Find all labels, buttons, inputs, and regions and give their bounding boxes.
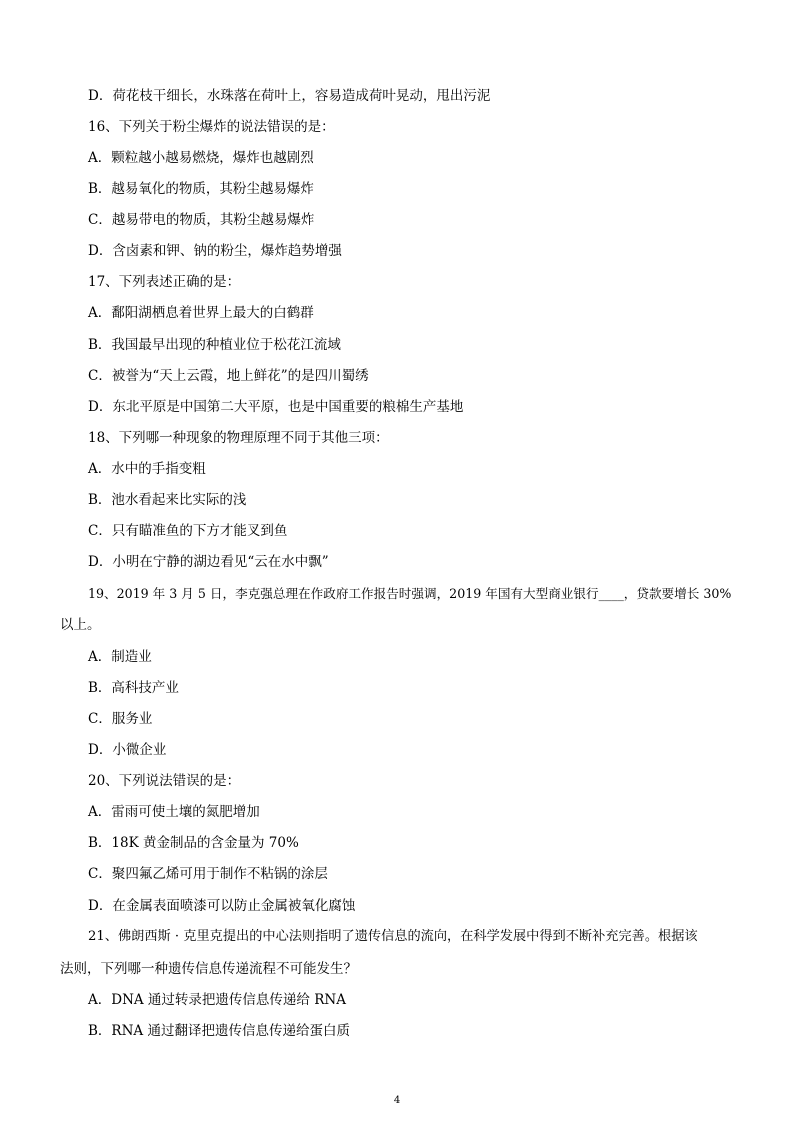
q17-option-b: B．我国最早出现的种植业位于松花江流域 bbox=[88, 337, 341, 353]
q18-option-d: D．小明在宁静的湖边看见“云在水中飘” bbox=[88, 554, 329, 570]
q17-option-a: A．鄱阳湖栖息着世界上最大的白鹤群 bbox=[88, 305, 314, 321]
q20-option-a: A．雷雨可使土壤的氮肥增加 bbox=[88, 804, 260, 820]
q20-option-b: B．18K 黄金制品的含金量为 70% bbox=[88, 835, 299, 851]
q16-option-d: D．含卤素和钾、钠的粉尘，爆炸趋势增强 bbox=[88, 243, 342, 259]
q15-option-d: D．荷花枝干细长，水珠落在荷叶上，容易造成荷叶晃动，甩出污泥 bbox=[88, 88, 491, 104]
q19-option-d: D．小微企业 bbox=[88, 742, 167, 758]
q16-stem: 16、下列关于粉尘爆炸的说法错误的是： bbox=[88, 119, 335, 135]
q19-stem: 19、2019 年 3 月 5 日，李克强总理在作政府工作报告时强调，2019 年国有大型商业银行____，贷款要增长 30% bbox=[88, 586, 732, 601]
q17-option-c: C．被誉为“天上云霞，地上鲜花”的是四川蜀绣 bbox=[88, 368, 369, 384]
q18-option-a: A．水中的手指变粗 bbox=[88, 461, 206, 477]
q18-option-c: C．只有瞄准鱼的下方才能叉到鱼 bbox=[88, 523, 288, 539]
q17-stem: 17、下列表述正确的是： bbox=[88, 274, 241, 290]
q19-stem-continued: 以上。 bbox=[60, 617, 101, 633]
q19-option-b: B．高科技产业 bbox=[88, 680, 179, 696]
q18-stem: 18、下列哪一种现象的物理原理不同于其他三项： bbox=[88, 430, 389, 446]
q16-option-a: A．颗粒越小越易燃烧，爆炸也越剧烈 bbox=[88, 150, 314, 166]
q16-option-c: C．越易带电的物质，其粉尘越易爆炸 bbox=[88, 212, 315, 228]
q17-option-d: D．东北平原是中国第二大平原，也是中国重要的粮棉生产基地 bbox=[88, 399, 464, 415]
q21-stem-continued: 法则，下列哪一种遗传信息传递流程不可能发生？ bbox=[60, 961, 357, 977]
q16-option-b: B．越易氧化的物质，其粉尘越易爆炸 bbox=[88, 181, 314, 197]
q20-stem: 20、下列说法错误的是： bbox=[88, 773, 241, 789]
q18-option-b: B．池水看起来比实际的浅 bbox=[88, 492, 247, 508]
page-number: 4 bbox=[393, 1095, 401, 1106]
q21-stem: 21、佛朗西斯 · 克里克提出的中心法则指明了遗传信息的流向，在科学发展中得到不断补充完善。根据该 bbox=[88, 929, 698, 944]
q21-option-b: B．RNA 通过翻译把遗传信息传递给蛋白质 bbox=[88, 1023, 350, 1039]
q21-option-a: A．DNA 通过转录把遗传信息传递给 RNA bbox=[88, 992, 346, 1008]
q19-option-c: C．服务业 bbox=[88, 711, 153, 727]
q20-option-d: D．在金属表面喷漆可以防止金属被氧化腐蚀 bbox=[88, 898, 356, 914]
q19-option-a: A．制造业 bbox=[88, 649, 152, 665]
q20-option-c: C．聚四氟乙烯可用于制作不粘锅的涂层 bbox=[88, 866, 328, 882]
